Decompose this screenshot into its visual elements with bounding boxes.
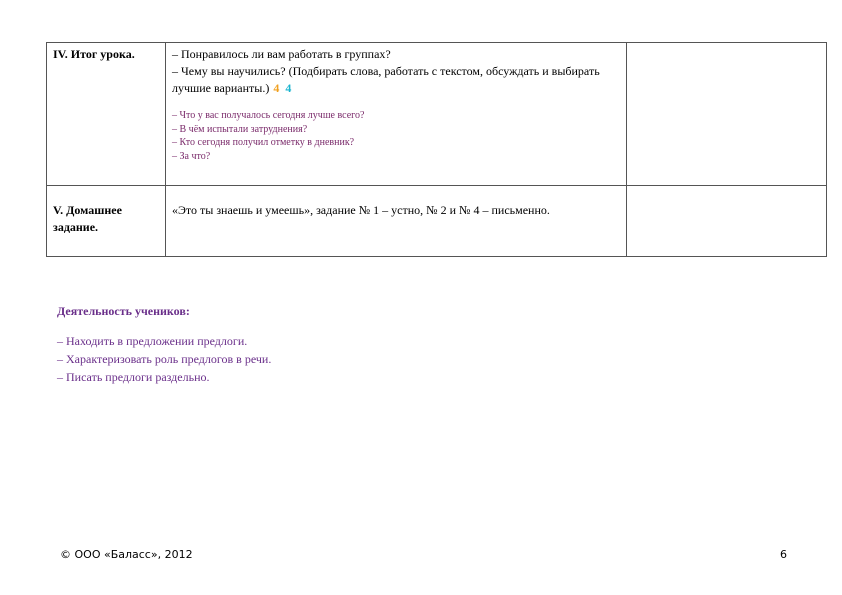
activity-title: Деятельность учеников: (57, 304, 190, 318)
activity-item: – Писать предлоги раздельно. (57, 370, 210, 384)
notes-cell (627, 43, 827, 186)
reflection-question: – Что у вас получалось сегодня лучше всего? (172, 110, 365, 121)
activity-item: – Характеризовать роль предлогов в речи. (57, 352, 272, 366)
page-number: 6 (780, 548, 787, 561)
orange-badge: 4 (273, 81, 280, 95)
homework-text: «Это ты знаешь и умеешь», задание № 1 – устно, № 2 и № 4 – письменно. (172, 203, 550, 217)
table-row (47, 186, 827, 257)
content-cell (166, 186, 627, 257)
reflection-question: – Кто сегодня получил отметку в дневник? (172, 137, 355, 148)
table-row (47, 43, 827, 186)
stage-cell (47, 43, 166, 186)
reflection-questions (172, 109, 620, 163)
stage-title: V. Домашнее задание. (53, 203, 122, 234)
reflection-question: – В чём испытали затруднения? (172, 123, 308, 135)
lesson-table (46, 42, 827, 257)
student-activity (57, 304, 271, 386)
footer-copyright: © ООО «Баласс», 2012 (60, 548, 193, 561)
question-line (172, 63, 620, 97)
question-line: – Понравилось ли вам работать в группах? (172, 47, 391, 61)
question-line-text: – Чему вы научились? (Подбирать слова, работать с текстом, обсуждать и выбирать лучшие варианты.) (172, 64, 600, 95)
cyan-badge: 4 (285, 81, 292, 95)
stage-cell (47, 186, 166, 257)
stage-title: IV. Итог урока. (53, 47, 135, 61)
activity-item: – Находить в предложении предлоги. (57, 334, 248, 348)
activity-list (57, 332, 271, 386)
notes-cell (627, 186, 827, 257)
content-cell (166, 43, 627, 186)
reflection-question: – За что? (172, 150, 211, 162)
